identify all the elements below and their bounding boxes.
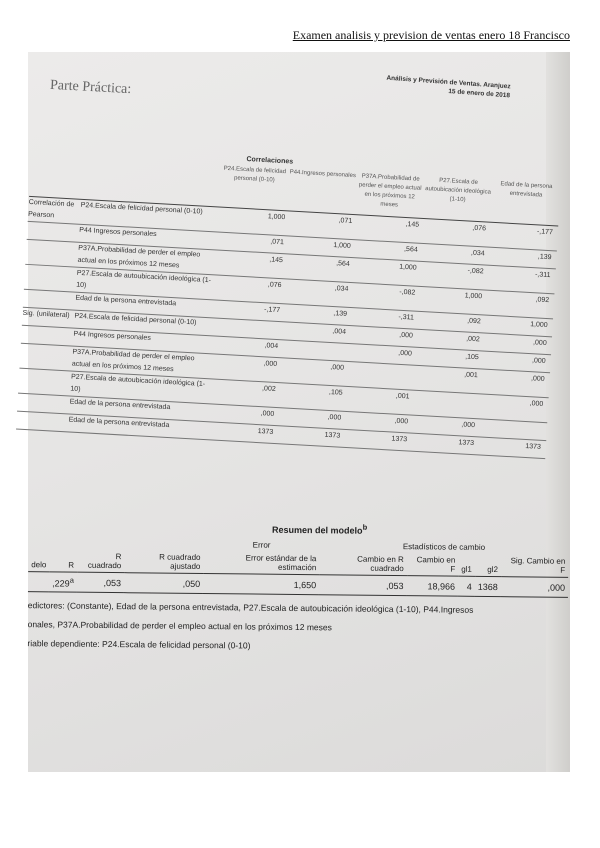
cell-value: 18,966 bbox=[427, 580, 456, 592]
cell-value: ,050 bbox=[182, 578, 201, 589]
column-header: Error estándar de la estimación bbox=[203, 551, 319, 575]
table-cell bbox=[203, 573, 319, 594]
column-header: P24.Escala de felicidad personal (0-10) bbox=[223, 165, 287, 184]
table-cell: ,001 bbox=[395, 392, 410, 401]
table-cell: ,145 bbox=[405, 220, 420, 229]
table-cell: -,177 bbox=[536, 228, 554, 237]
row-label: Edad de la persona entrevistada bbox=[75, 294, 177, 308]
column-header: P37A.Probabilidad de perder el empleo actual en los próximos 12 meses bbox=[358, 173, 422, 209]
group-label: Correlación de Pearson bbox=[27, 198, 75, 220]
table-cell: ,000 bbox=[263, 360, 278, 369]
table-cell: ,139 bbox=[537, 253, 552, 262]
table-cell bbox=[49, 572, 77, 592]
note-predictors: edictores: (Constante), Edad de la persona entrevistada, P27.Escala de autoubicación ideológica (1-10), P44.Ingresos bbox=[27, 600, 474, 615]
row-label: P44 Ingresos personales bbox=[73, 330, 151, 342]
column-header: P27.Escala de autoubicación ideológica (1-10) bbox=[425, 177, 492, 204]
exam-photo bbox=[22, 52, 570, 772]
table-cell: ,034 bbox=[470, 249, 485, 258]
table-cell: ,001 bbox=[463, 371, 478, 380]
table-cell bbox=[406, 576, 458, 597]
table-cell bbox=[77, 572, 124, 592]
table-cell: 1373 bbox=[391, 435, 408, 444]
footnote-marker: a bbox=[69, 575, 74, 585]
row-label: Edad de la persona entrevistada bbox=[69, 398, 171, 412]
table-cell: ,000 bbox=[394, 417, 409, 426]
table-cell: ,139 bbox=[333, 310, 348, 318]
table-cell: ,105 bbox=[328, 388, 343, 397]
table-cell: ,076 bbox=[267, 281, 282, 290]
column-header: gl2 bbox=[475, 554, 501, 577]
correlations-body bbox=[16, 196, 558, 459]
table-cell: 1,000 bbox=[333, 241, 351, 250]
subject-line bbox=[385, 74, 510, 101]
row-label: P24.Escala de felicidad personal (0-10) bbox=[80, 201, 203, 216]
table-cell: 1373 bbox=[458, 439, 475, 448]
row-label: P24.Escala de felicidad personal (0-10) bbox=[74, 312, 197, 327]
row-label: P37A.Probabilidad de perder el empleo actual en los próximos 12 meses bbox=[77, 244, 201, 270]
model-summary-title bbox=[69, 520, 571, 538]
column-header: R cuadrado bbox=[77, 550, 124, 573]
cell-value: 1,650 bbox=[293, 579, 317, 590]
table-cell bbox=[28, 572, 49, 592]
table-cell: ,076 bbox=[472, 224, 487, 233]
column-header: R bbox=[49, 549, 77, 572]
table-cell: ,105 bbox=[464, 353, 479, 362]
table-cell: ,002 bbox=[465, 335, 480, 344]
column-header: R cuadrado ajustado bbox=[124, 550, 203, 573]
table-cell: ,000 bbox=[399, 331, 414, 340]
table-cell: -,082 bbox=[467, 267, 484, 276]
subject-line-1: Análisis y Previsión de Ventas. Aranjuez bbox=[385, 74, 511, 91]
column-header: gl1 bbox=[458, 554, 475, 577]
table-cell: ,002 bbox=[261, 385, 276, 393]
column-header: Cambio en R cuadrado bbox=[319, 552, 407, 575]
cell-value: ,229 bbox=[52, 578, 70, 589]
table-cell: ,092 bbox=[535, 296, 550, 305]
table-cell bbox=[501, 577, 568, 598]
table-cell: ,092 bbox=[466, 317, 481, 326]
table-cell: 1373 bbox=[525, 443, 542, 451]
cell-value: ,053 bbox=[103, 577, 122, 588]
column-header: Edad de la persona entrevistada bbox=[500, 181, 553, 199]
note-dependent: riable dependiente: P24.Escala de felicidad personal (0-10) bbox=[27, 638, 251, 651]
cell-value: 1368 bbox=[477, 581, 498, 592]
table-cell: 1,000 bbox=[464, 292, 483, 301]
table-cell: ,000 bbox=[398, 349, 413, 358]
table-cell: ,564 bbox=[335, 260, 350, 268]
table-cell: ,000 bbox=[327, 413, 342, 422]
row-label: P37A.Probabilidad de perder el empleo actual en los próximos 12 meses bbox=[71, 348, 195, 374]
table-cell: ,000 bbox=[532, 339, 547, 348]
row-label: P44 Ingresos personales bbox=[79, 226, 157, 239]
table-cell: -,311 bbox=[398, 313, 415, 322]
table-cell bbox=[124, 573, 203, 594]
column-header: Cambio en F bbox=[407, 553, 459, 576]
table-cell bbox=[319, 575, 407, 596]
table-cell: ,145 bbox=[269, 256, 284, 265]
table-cell: 1,000 bbox=[267, 213, 286, 222]
model-notes bbox=[27, 596, 570, 659]
model-summary bbox=[27, 519, 570, 659]
column-header: delo bbox=[28, 549, 49, 572]
cell-value: ,053 bbox=[385, 580, 404, 591]
table-cell: -,311 bbox=[534, 271, 551, 280]
table-cell: ,004 bbox=[332, 328, 347, 336]
photo-edge bbox=[546, 52, 570, 772]
error-group-header: Error bbox=[252, 540, 271, 550]
change-group-header: Estadísticos de cambio bbox=[402, 542, 486, 552]
table-cell: ,000 bbox=[260, 410, 275, 418]
model-summary-table bbox=[28, 536, 569, 598]
correlations-table bbox=[22, 144, 561, 451]
table-cell: ,000 bbox=[529, 400, 544, 408]
model-summary-title-text: Resumen del modelo bbox=[272, 524, 363, 536]
table-cell: -,082 bbox=[399, 288, 416, 297]
table-cell: 1373 bbox=[324, 431, 341, 440]
table-cell: ,034 bbox=[334, 285, 349, 293]
table-cell: ,564 bbox=[403, 245, 418, 254]
cell-value: 4 bbox=[466, 581, 472, 592]
row-label: P27.Escala de autoubicación ideológica (1-10) bbox=[75, 269, 212, 290]
column-header: Sig. Cambio en F bbox=[501, 554, 568, 577]
table-cell: ,000 bbox=[461, 421, 476, 430]
table-cell: -,177 bbox=[263, 306, 281, 315]
table-cell: ,071 bbox=[270, 238, 285, 247]
row-label: P27.Escala de autoubicación ideológica (1-10) bbox=[70, 373, 206, 394]
cell-value: ,000 bbox=[547, 582, 566, 593]
subject-line-2: 15 de enero de 2018 bbox=[447, 88, 510, 100]
table-cell bbox=[458, 576, 475, 596]
model-summary-title-sup: b bbox=[362, 522, 368, 532]
table-cell: 1,000 bbox=[529, 321, 548, 330]
column-header: P44.Ingresos personales bbox=[289, 169, 357, 180]
table-cell: ,000 bbox=[330, 364, 345, 372]
table-cell: ,000 bbox=[530, 375, 545, 383]
row-label: Edad de la persona entrevistada bbox=[68, 416, 170, 430]
table-cell: ,071 bbox=[338, 217, 353, 225]
document-header: Examen analisis y prevision de ventas enero 18 Francisco bbox=[292, 28, 570, 42]
table-cell: ,004 bbox=[264, 342, 279, 351]
note-predictors-cont: onales, P37A.Probabilidad de perder el empleo actual en los próximos 12 meses bbox=[27, 619, 332, 633]
table-cell bbox=[475, 576, 501, 596]
table-cell: 1,000 bbox=[398, 263, 417, 272]
group-label: Sig. (unilateral) bbox=[22, 309, 70, 320]
correlations-title: Correlaciones bbox=[246, 156, 294, 166]
table-cell: ,000 bbox=[531, 357, 546, 366]
section-title: Parte Práctica: bbox=[49, 77, 132, 98]
table-cell: 1373 bbox=[257, 428, 274, 436]
